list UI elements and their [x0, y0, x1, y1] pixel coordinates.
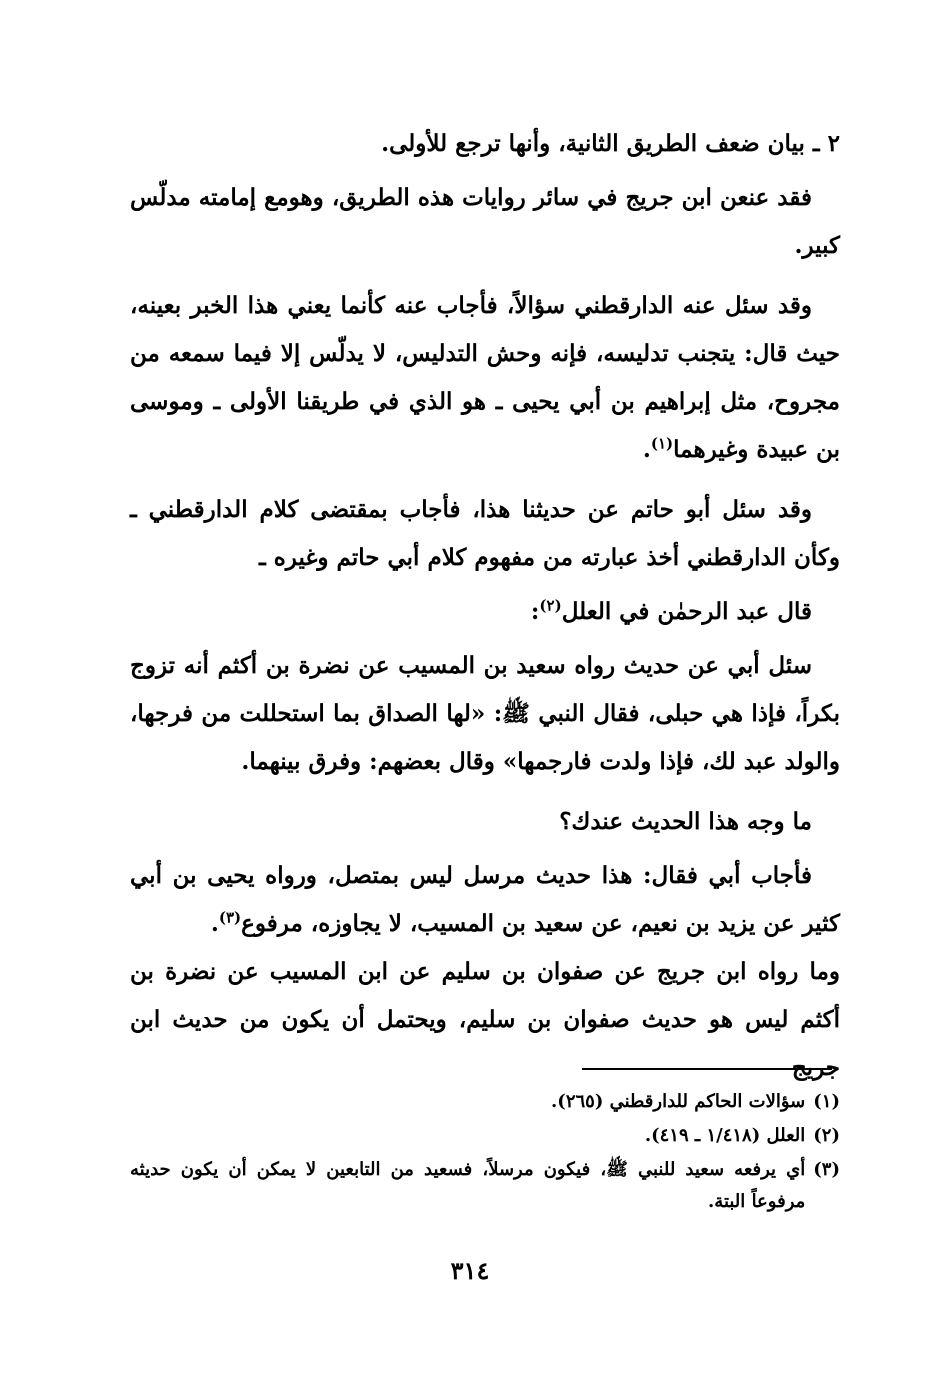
- section-heading: [130, 120, 840, 168]
- footnote-ref-2: (٢): [539, 596, 562, 615]
- paragraph-4-colon: :: [530, 598, 540, 625]
- paragraph-6-text: ما وجه هذا الحديث عندك؟: [559, 808, 812, 835]
- footnote-text: أي يرفعه سعيد للنبي ﷺ، فيكون مرسلاً، فسعيد من التابعين لا يمكن أن يكون حديثه مرفوعاً البتة.: [130, 1159, 806, 1212]
- footnote-1: [130, 1086, 840, 1118]
- footnotes: [130, 1086, 840, 1220]
- footnote-separator: [582, 1068, 832, 1070]
- paragraph-4: [130, 588, 840, 636]
- paragraph-4-text: قال عبد الرحمٰن في العلل: [561, 598, 812, 625]
- footnote-number: (١): [813, 1091, 840, 1112]
- page-number: ٣١٤: [450, 1256, 490, 1285]
- paragraph-2-text: وقد سئل عنه الدارقطني سؤالاً، فأجاب عنه كأنما يعني هذا الخبر بعينه، حيث قال: يتجنب تدليسه، فإنه وحش التدليس، لا يدلّس إلا فيما سمعه من مجروح، مثل إبراهيم بن أبي يحيى ـ هو الذي في طريقنا الأولى ـ وموسى بن عبيدة وغيرهما: [130, 292, 840, 463]
- paragraph-7-end: .: [210, 910, 219, 937]
- footnote-text: العلل (١/٤١٨ ـ ٤١٩).: [644, 1125, 806, 1146]
- paragraph-8: [130, 948, 840, 1092]
- footnote-ref-3: (٣): [218, 908, 242, 927]
- paragraph-5-text: سئل أبي عن حديث رواه سعيد بن المسيب عن نضرة بن أكثم أنه تزوج بكراً، فإذا هي حبلى، فقال النبي ﷺ: «لها الصداق بما استحللت من فرجها، والولد عبد لك، فإذا ولدت فارجمها» وقال بعضهم: وفرق بينهما.: [130, 652, 840, 775]
- paragraph-7-text: فأجاب أبي فقال: هذا حديث مرسل ليس بمتصل، ورواه يحيى بن أبي كثير عن يزيد بن نعيم، عن سعيد بن المسيب، لا يجاوزه، مرفوع: [130, 862, 840, 937]
- paragraph-8-text: وما رواه ابن جريج عن صفوان بن سليم عن ابن المسيب عن نضرة بن أكثم ليس هو حديث صفوان بن سليم، ويحتمل أن يكون من حديث ابن جريج: [130, 958, 840, 1081]
- footnote-number: (٢): [813, 1125, 840, 1146]
- footnote-text: سؤالات الحاكم للدارقطني (٢٦٥).: [551, 1091, 806, 1112]
- paragraph-5: [130, 642, 840, 786]
- paragraph-1: [130, 174, 840, 270]
- paragraph-3-text: وقد سئل أبو حاتم عن حديثنا هذا، فأجاب بمقتضى كلام الدارقطني ـ وكأن الدارقطني أخذ عبارته من مفهوم كلام أبي حاتم وغيره ـ: [130, 496, 840, 571]
- paragraph-7: [130, 852, 840, 948]
- paragraph-3: [130, 486, 840, 582]
- section-heading-text: ٢ ـ بيان ضعف الطريق الثانية، وأنها ترجع للأولى.: [381, 130, 840, 157]
- footnote-number: (٣): [813, 1159, 840, 1180]
- paragraph-2: [130, 282, 840, 474]
- footnote-3: [130, 1154, 840, 1218]
- footnote-2: [130, 1120, 840, 1152]
- main-text: [130, 120, 840, 1092]
- footnote-ref-1: (١): [650, 434, 674, 453]
- paragraph-2-end: .: [642, 436, 651, 463]
- paragraph-1-text: فقد عنعن ابن جريج في سائر روايات هذه الطريق، وهومع إمامته مدلّس كبير.: [130, 184, 840, 259]
- paragraph-6: [130, 798, 840, 846]
